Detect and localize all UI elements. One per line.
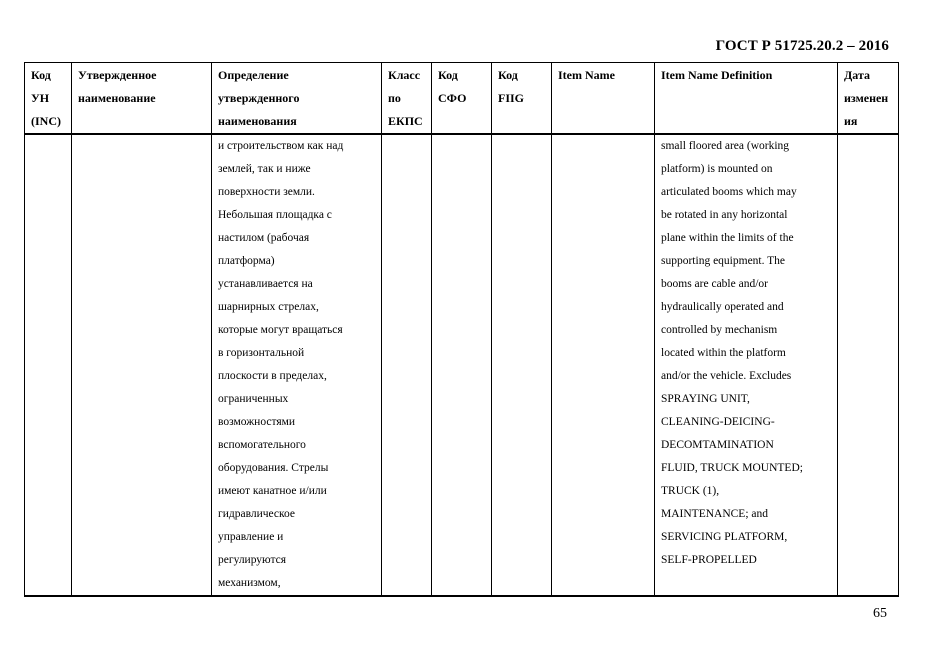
column-header-text: СФО — [438, 91, 467, 105]
column-header-text: Item Name Definition — [661, 68, 773, 82]
column-header-approved-name — [72, 63, 212, 135]
column-header-item-name-definition — [655, 63, 838, 135]
cell-text-line: ограниченных — [218, 393, 289, 405]
cell-text-line: plane within the limits of the — [661, 232, 794, 244]
cell-text-line: articulated booms which may — [661, 186, 797, 198]
column-header-text: FIIG — [498, 91, 525, 105]
cell-text-line: которые могут вращаться — [218, 324, 343, 336]
cell-text-line: platform) is mounted on — [661, 163, 773, 175]
table-row — [25, 134, 899, 596]
cell-text-line: SELF-PROPELLED — [661, 554, 757, 566]
cell-text-line: в горизонтальной — [218, 347, 305, 359]
column-header-text: Дата — [844, 68, 870, 82]
column-header-text: Код — [498, 68, 518, 82]
cell-text-line: устанавливается на — [218, 278, 313, 290]
column-header-text: ия — [844, 114, 858, 128]
column-header-text: ЕКПС — [388, 114, 423, 128]
cell-text-line: be rotated in any horizontal — [661, 209, 788, 221]
column-header-text: Код — [438, 68, 458, 82]
column-header-ekps-class — [382, 63, 432, 135]
column-header-text: Определение — [218, 68, 289, 82]
cell-text-line: поверхности земли. — [218, 186, 315, 198]
cell-text-line: controlled by mechanism — [661, 324, 778, 336]
cell-text-line: MAINTENANCE; and — [661, 508, 768, 520]
column-header-text: (INC) — [31, 114, 61, 128]
catalog-table — [24, 62, 899, 597]
cell-definition-ru — [212, 134, 382, 596]
cell-approved-name — [72, 134, 212, 596]
column-header-inc — [25, 63, 72, 135]
cell-text-line: and/or the vehicle. Excludes — [661, 370, 792, 382]
table-header-row — [25, 63, 899, 135]
column-header-sfo-code — [432, 63, 492, 135]
column-header-text: изменен — [844, 91, 889, 105]
cell-text-line: шарнирных стрелах, — [218, 301, 319, 313]
cell-item-name-definition — [655, 134, 838, 596]
cell-text-line: SERVICING PLATFORM, — [661, 531, 788, 543]
column-header-text: Класс — [388, 68, 421, 82]
column-header-text: наименование — [78, 91, 156, 105]
page-number: 65 — [873, 606, 887, 621]
column-header-item-name — [552, 63, 655, 135]
cell-text-line: вспомогательного — [218, 439, 306, 451]
document-code: ГОСТ Р 51725.20.2 – 2016 — [715, 38, 889, 54]
cell-text-line: booms are cable and/or — [661, 278, 768, 290]
column-header-change-date — [838, 63, 899, 135]
cell-text-line: Небольшая площадка с — [218, 209, 332, 221]
cell-text-line: механизмом, — [218, 577, 281, 589]
cell-text-line: SPRAYING UNIT, — [661, 393, 750, 405]
cell-text-line: и строительством как над — [218, 140, 344, 152]
cell-text-line: настилом (рабочая — [218, 232, 310, 244]
cell-text-line: возможностями — [218, 416, 296, 428]
column-header-text: УН — [31, 91, 50, 105]
cell-ekps-class — [382, 134, 432, 596]
column-header-text: наименования — [218, 114, 297, 128]
column-header-text: Item Name — [558, 68, 615, 82]
cell-item-name — [552, 134, 655, 596]
cell-text-line: платформа) — [218, 255, 275, 267]
cell-inc — [25, 134, 72, 596]
cell-text-line: регулируются — [218, 554, 287, 566]
column-header-text: утвержденного — [218, 91, 300, 105]
cell-text-line: оборудования. Стрелы — [218, 462, 329, 474]
cell-text-line: TRUCK (1), — [661, 485, 720, 497]
cell-text-line: small floored area (working — [661, 140, 790, 152]
column-header-definition-ru — [212, 63, 382, 135]
cell-text-line: гидравлическое — [218, 508, 296, 520]
column-header-text: Код — [31, 68, 51, 82]
cell-text-line: землей, так и ниже — [218, 163, 311, 175]
cell-text-line: hydraulically operated and — [661, 301, 784, 313]
cell-text-line: управление и — [218, 531, 284, 543]
cell-sfo-code — [432, 134, 492, 596]
cell-text-line: located within the platform — [661, 347, 786, 359]
column-header-fiig-code — [492, 63, 552, 135]
cell-text-line: DECOMTAMINATION — [661, 439, 774, 451]
column-header-text: Утвержденное — [78, 68, 157, 82]
cell-fiig-code — [492, 134, 552, 596]
cell-text-line: supporting equipment. The — [661, 255, 786, 267]
cell-text-line: CLEANING-DEICING- — [661, 416, 775, 428]
cell-change-date — [838, 134, 899, 596]
cell-text-line: FLUID, TRUCK MOUNTED; — [661, 462, 803, 474]
column-header-text: по — [388, 91, 401, 105]
cell-text-line: плоскости в пределах, — [218, 370, 327, 382]
cell-text-line: имеют канатное и/или — [218, 485, 327, 497]
